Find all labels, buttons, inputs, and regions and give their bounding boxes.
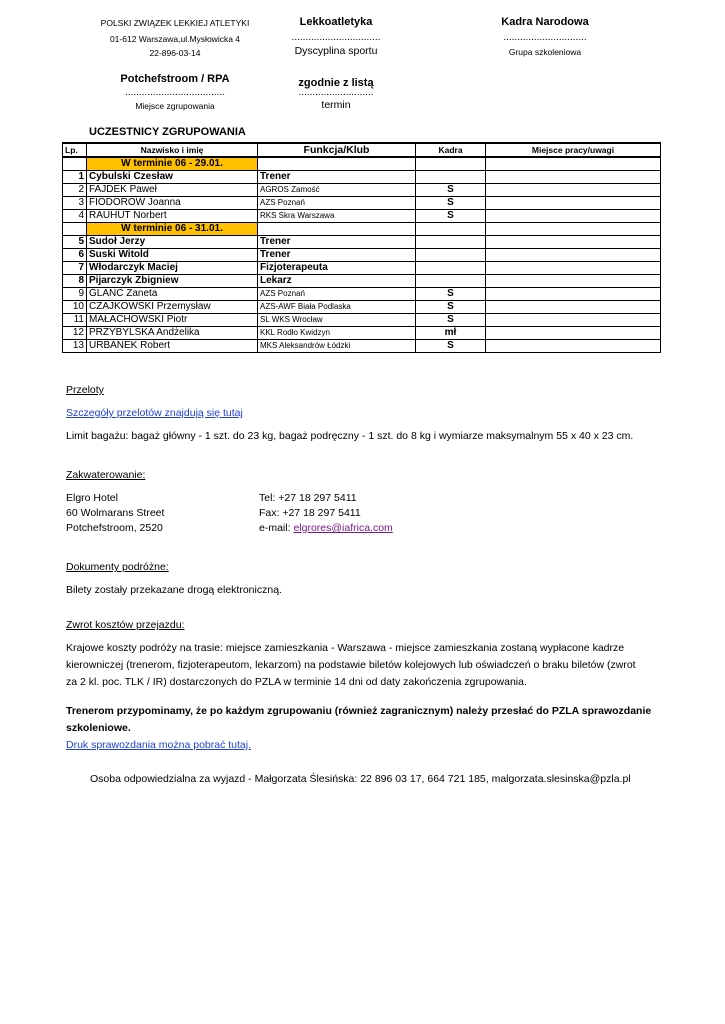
roster-title: UCZESTNICY ZGRUPOWANIA xyxy=(89,126,246,138)
contact-line: Osoba odpowiedzialna za wyjazd - Małgorzata Ślesińska: 22 896 03 17, 664 721 185, malgorzata.slesinska@pzla.pl xyxy=(90,773,631,785)
group-value: Kadra Narodowa xyxy=(501,16,589,28)
roster-header-row xyxy=(63,143,661,157)
hotel-street: 60 Wolmarans Street xyxy=(66,507,165,519)
email-label: e-mail: xyxy=(259,522,294,534)
group-label: Grupa szkoleniowa xyxy=(508,47,582,57)
col-lp: Lp. xyxy=(63,143,87,157)
baggage-text: Limit bagażu: bagaż główny - 1 szt. do 23 kg, bagaż podręczny - 1 szt. do 8 kg i wymiarze maksymalnym 55 x 40 x 23 cm. xyxy=(66,430,634,442)
term-label-1: W terminie 06 - 29.01. xyxy=(87,157,258,171)
hotel-email-link[interactable]: elgrores@iafrica.com xyxy=(293,522,393,534)
term-row xyxy=(63,223,661,236)
term-label: termin xyxy=(321,99,351,111)
hotel-fax: Fax: +27 18 297 5411 xyxy=(259,507,361,519)
hotel-tel: Tel: +27 18 297 5411 xyxy=(259,492,357,504)
discipline-dots: ................................ xyxy=(291,32,381,43)
documents-text: Bilety zostały przekazane drogą elektroniczną. xyxy=(66,584,282,596)
table-row: 6 Suski Witold Trener xyxy=(63,249,661,262)
refund-heading: Zwrot kosztów przejazdu: xyxy=(66,619,185,631)
place-label: Miejsce zgrupowania xyxy=(135,101,215,111)
table-row: 5 Sudoł Jerzy Trener xyxy=(63,236,661,249)
org-phone: 22-896-03-14 xyxy=(149,48,201,58)
table-row: 7 Włodarczyk Maciej Fizjoterapeuta xyxy=(63,262,661,275)
table-row: 3 FIODOROW Joanna AZS Poznań S xyxy=(63,197,661,210)
report-download-link[interactable]: Druk sprawozdania można pobrać tutaj. xyxy=(66,739,252,751)
col-kadra: Kadra xyxy=(416,143,486,157)
col-uwagi: Miejsce pracy/uwagi xyxy=(486,143,661,157)
table-row: 1 Cybulski Czesław Trener xyxy=(63,171,661,184)
roster-table xyxy=(62,142,661,353)
org-address: 01-612 Warszawa,ul.Mysłowicka 4 xyxy=(109,34,241,44)
col-name: Nazwisko i imię xyxy=(87,143,258,157)
table-row: 9 GLANC Żaneta AZS Poznań S xyxy=(63,288,661,301)
table-row: 12 PRZYBYLSKA Andżelika KKL Rodło Kwidzyn mł xyxy=(63,327,661,340)
table-row: 4 RAUHUT Norbert RKS Skra Warszawa S xyxy=(63,210,661,223)
documents-heading: Dokumenty podróżne: xyxy=(66,561,169,573)
org-name: POLSKI ZWIĄZEK LEKKIEJ ATLETYKI xyxy=(100,18,250,28)
place-value: Potchefstroom / RPA xyxy=(120,73,230,85)
flights-heading: Przeloty xyxy=(66,384,104,396)
term-row xyxy=(63,157,661,171)
reminder-line-1: Trenerom przypominamy, że po każdym zgrupowaniu (również zagranicznym) należy przesłać do PZLA sprawozdanie xyxy=(66,705,652,717)
flights-details-link[interactable]: Szczegóły przelotów znajdują się tutaj xyxy=(66,407,243,419)
hotel-name: Elgro Hotel xyxy=(66,492,118,504)
term-label-2: W terminie 06 - 31.01. xyxy=(87,223,258,236)
term-value: zgodnie z listą xyxy=(298,77,374,89)
hotel-city: Potchefstroom, 2520 xyxy=(66,522,163,534)
place-dots: .................................... xyxy=(124,87,226,98)
table-row: 10 CZAJKOWSKI Przemysław AZS-AWF Biała Podlaska S xyxy=(63,301,661,314)
refund-line-3: za 2 kl. poc. TLK / IR) dostarczonych do PZLA w terminie 14 dni od daty zakończenia zgrupowania. xyxy=(66,676,527,688)
discipline-value: Lekkoatletyka xyxy=(299,16,373,28)
col-func: Funkcja/Klub xyxy=(258,143,416,157)
table-row: 8 Pijarczyk Zbigniew Lekarz xyxy=(63,275,661,288)
group-dots: .............................. xyxy=(503,32,587,43)
term-dots: ........................... xyxy=(298,87,374,98)
refund-line-2: kierowniczej (trenerom, fizjoterapeutom, lekarzom) na podstawie biletów kolejowych lub oświadczeń o braku biletów (zwrot xyxy=(66,659,636,671)
discipline-label: Dyscyplina sportu xyxy=(294,45,378,57)
table-row: 2 FAJDEK Paweł AGROS Zamość S xyxy=(63,184,661,197)
table-row: 11 MAŁACHOWSKI Piotr SL WKS Wrocław S xyxy=(63,314,661,327)
table-row: 13 URBANEK Robert MKS Aleksandrów Łódzki S xyxy=(63,340,661,353)
reminder-line-2: szkoleniowe. xyxy=(66,722,131,734)
accommodation-heading: Zakwaterowanie: xyxy=(66,469,146,481)
refund-line-1: Krajowe koszty podróży na trasie: miejsce zamieszkania - Warszawa - miejsce zamieszkania zostaną wypłacone kadrze xyxy=(66,642,625,654)
